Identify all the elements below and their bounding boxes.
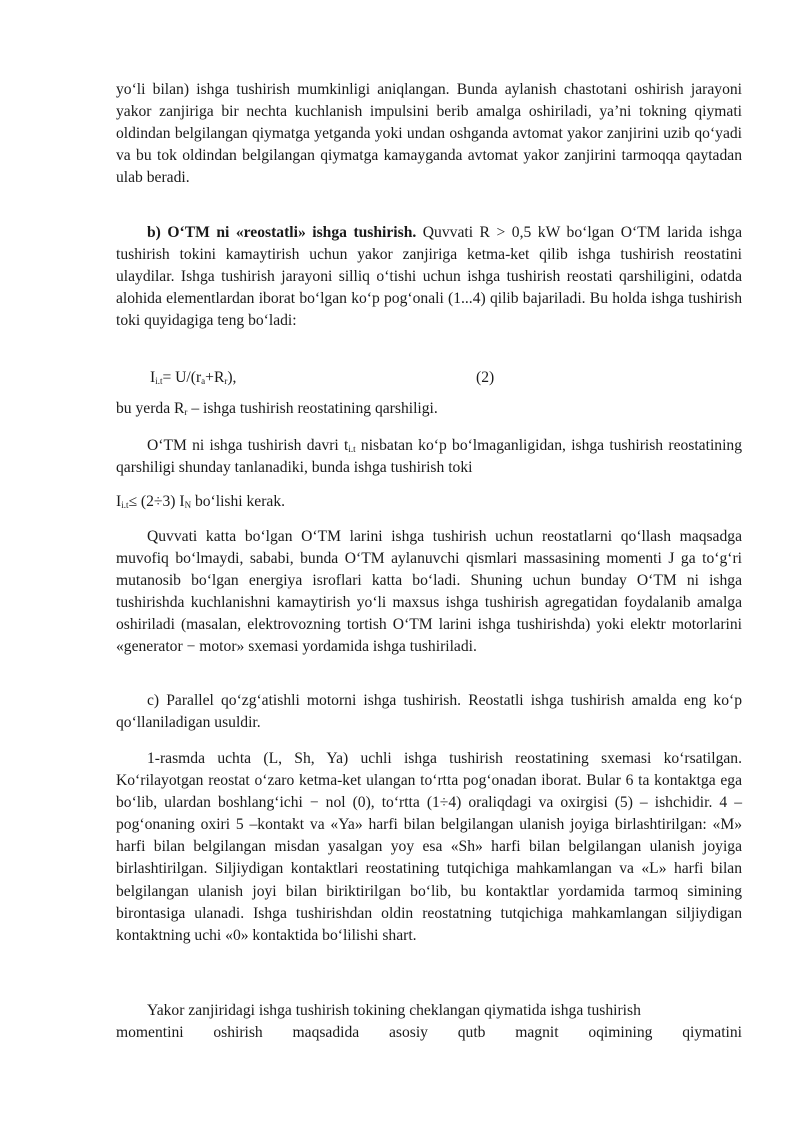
paragraph-rheostat-body: Quvvati R > 0,5 kW bo‘lgan O‘TM larida ishga tushirish tokini kamaytirish uchun yakor zanjiriga ketma-ket qilib ishga tushirish reostatini ulaydilar. Ishga tushirish jarayoni silliq o‘tishi uchun ishga tushirish reostati qarshiligini, odatda alohida elementlardan iborat bo‘lgan ko‘p pog‘onali (1...4) qilib bajariladi. Bu holda ishga tushirish toki quyidagiga teng bo‘ladi: xyxy=(116,224,743,330)
paragraph-last-line1: Yakor zanjiridagi ishga tushirish tokining cheklangan qiymatida ishga tushirish xyxy=(147,1002,641,1019)
equation-number: (2) xyxy=(476,369,495,386)
paragraph-start-period: O‘TM ni ishga tushirish davri $t_{i.t}$ nisbatan ko‘p bo‘lmaganligidan, ishga tushirish reostatining qarshiligi shunday tanlanadiki, bunda ishga tushirish toki xyxy=(116,437,742,477)
paragraph-rheostat-start xyxy=(116,222,742,332)
paragraph-last-line2: momentini oshirish maqsadida asosiy qutb magnit oqimining qiymatini xyxy=(116,1024,742,1041)
paragraph-parallel-excitation: c) Parallel qo‘zg‘atishli motorni ishga tushirish. Reostatli ishga tushirish amalda eng ko‘p qo‘llaniladigan usuldir. xyxy=(116,692,742,732)
equation-starting-current: $I_{i.t}= U/(r_a+R_r)$, xyxy=(150,369,237,386)
paragraph-impulse-start: yo‘li bilan) ishga tushirish mumkinligi aniqlangan. Bunda aylanish chastotani oshirish jarayoni yakor zanjiriga bir nechta kuchlanish impulsini berib amalga oshiriladi, ya’ni tokning qiymati oldindan belgilangan qiymatga yetganda yoki undan oshganda avtomat yakor zanjirini uzib qo‘yadi va bu tok oldindan belgilangan qiymatga kamayganda avtomat yakor zanjirini tarmoqqa qaytadan ulab beradi. xyxy=(116,81,742,187)
paragraph-high-power: Quvvati katta bo‘lgan O‘TM larini ishga tushirish uchun reostatlarni qo‘llash maqsadga muvofiq bo‘lmaydi, sababi, bunda O‘TM aylanuvchi qismlari massasining momenti J ga to‘g‘ri mutanosib bo‘lgan energiya isroflari katta bo‘ladi. Shuning uchun bunday O‘TM ni ishga tushirishda kuchlanishni kamaytirish yo‘li maxsus ishga tushirish agregatidan foydalanib amalga oshiriladi (masalan, elektrovozning tortish O‘TM larini ishga tushirishda) yoki elektr motorlarini «generator − motor» sxemasi yordamida ishga tushiriladi. xyxy=(116,528,742,656)
paragraph-figure-description: 1-rasmda uchta (L, Sh, Ya) uchli ishga tushirish reostatining sxemasi ko‘rsatilgan. Ko‘rilayotgan reostat o‘zaro ketma-ket ulangan to‘rtta pog‘onadan iborat. Bular 6 ta kontaktga ega bo‘lib, ulardan boshlang‘ichi − nol (0), to‘rtta (1÷4) oraliqdagi va oxirgisi (5) – ishchidir. 4 – pog‘onaning oxiri 5 –kontakt va «Ya» harfi bilan belgilangan ulanish joyiga birlashtirilgan: «M» harfi bilan belgilangan misdan yasalgan yoy esa «Sh» harfi bilan belgilangan ulanish joyiga birlashtirilgan. Siljiydigan kontaktlari reostatining tutqichiga mahkamlangan va «L» harfi bilan belgilangan ulanish joyi bilan biriktirilgan bo‘lib, bu kontaktlar yordamida tarmoq simining birontasiga ulanadi. Ishga tushirishdan oldin reostatning tutqichiga mahkamlangan siljiydigan kontaktning uchi «0» kontaktida bo‘lilishi shart. xyxy=(116,750,742,944)
section-heading-b: b) O‘TM ni «reostatli» ishga tushirish. xyxy=(147,224,417,241)
where-line: bu yerda $R_r$ – ishga tushirish reostatining qarshiligi. xyxy=(116,400,438,417)
current-condition: $I_{i.t}\le (2\div 3)$ $I_N$ bo‘lishi kerak. xyxy=(116,493,286,510)
